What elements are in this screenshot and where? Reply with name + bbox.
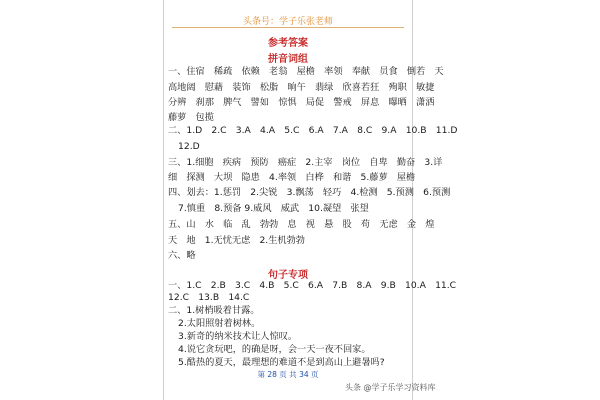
sentence-answer-q2: 3.新奇的纳米技术让人惊叹。 bbox=[178, 331, 298, 342]
pinyin-line: 一、住宿 稀疏 依赖 老翁 屋檐 率领 奉献 员食 倒若 天 bbox=[168, 66, 444, 77]
answer-line-q3: 三、1.细胞 疾病 预防 癌症 2.主宰 岗位 自卑 勤奋 3.详 bbox=[168, 157, 443, 168]
section-heading-sentences: 句子专项 bbox=[268, 270, 308, 281]
pinyin-line: 分辨 刹那 脾气 譬如 惊惧 局促 警戒 屏息 曝晒 潇洒 bbox=[168, 97, 435, 108]
sentence-answer-q2: 4.说它贪玩吧，的确是呀，会一天一夜不回家。 bbox=[178, 344, 371, 355]
answer-line-q3: 细 探测 大坝 隐患 4.率领 白桦 和谐 5.藤萝 屋檐 bbox=[168, 172, 416, 183]
sentence-answer-q1: 12.C 13.B 14.C bbox=[168, 292, 250, 303]
pinyin-line: 藤萝 包揽 bbox=[168, 112, 214, 123]
header-divider bbox=[172, 27, 404, 28]
answer-line-q5: 五、山 水 临 乱 勃勃 息 视 悬 股 苟 无虑 金 煌 bbox=[168, 219, 435, 230]
watermark: 头条 @学子乐学习资料库 bbox=[345, 383, 436, 392]
sentence-answer-q2: 5.酷热的夏天，最理想的难道不是到高山上避暑吗? bbox=[178, 357, 385, 368]
answer-line-q4: 四、划去：1.惩罚 2.尖锐 3.飘荡 轻巧 4.检测 5.预测 6.预测 bbox=[168, 187, 451, 198]
answer-line-q6: 六、略 bbox=[168, 250, 196, 261]
answer-line-q2: 12.D bbox=[178, 141, 200, 152]
answer-line-q5: 天 地 1.无忧无虑 2.生机勃勃 bbox=[168, 235, 305, 246]
page-footer: 第 28 页 共 34 页 bbox=[257, 370, 319, 379]
sentence-answer-q1: 一、1.C 2.B 3.C 4.B 5.C 6.A 7.B 8.A 9.B 10.A 11.C bbox=[168, 280, 457, 291]
answer-line-q4: 7.慎重 8.预备 9.威风 威武 10.凝望 张望 bbox=[178, 203, 369, 214]
section-heading-pinyin: 拼音词组 bbox=[268, 54, 308, 65]
sentence-answer-q2: 二、1.树梢吸着甘露。 bbox=[168, 305, 260, 316]
sentence-answer-q2: 2.太阳照射着树林。 bbox=[178, 318, 261, 329]
answer-title: 参考答案 bbox=[268, 38, 308, 49]
answer-line-q2: 二、1.D 2.C 3.A 4.A 5.C 6.A 7.A 8.C 9.A 10.B 11.D bbox=[168, 125, 458, 136]
page-header: 头条号：学子乐张老师 bbox=[242, 17, 333, 27]
document-page bbox=[163, 0, 458, 400]
pinyin-line: 高地阔 慰藉 装饰 松脂 晌午 翡绿 欣喜若狂 殉职 敏捷 bbox=[168, 82, 435, 93]
